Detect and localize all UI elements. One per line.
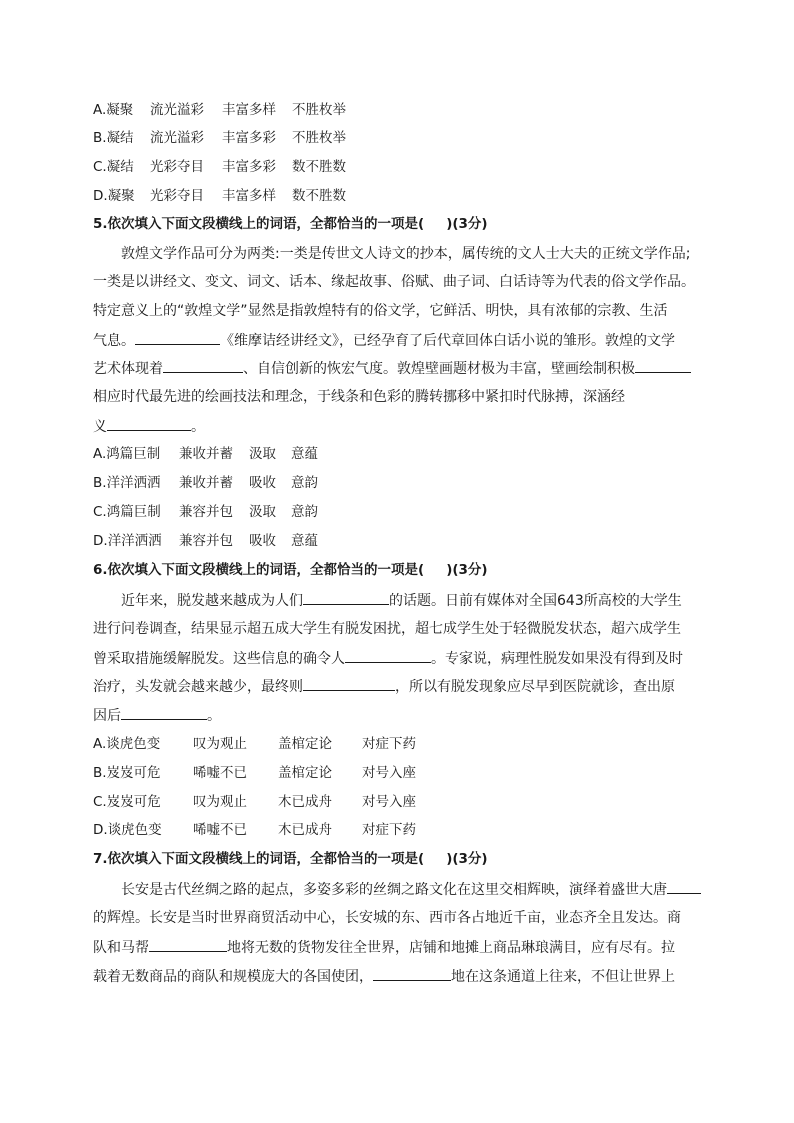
option-letter: C. — [93, 159, 107, 175]
option-word: 数不胜数 — [292, 159, 346, 175]
option-letter: A. — [93, 102, 107, 118]
option-letter-w1 — [93, 820, 193, 840]
option-word: 对号入座 — [362, 794, 416, 810]
question-score: )(3分) — [446, 851, 488, 867]
passage-text: 。 — [191, 419, 205, 435]
fill-blank[interactable] — [667, 879, 701, 894]
option-word: 丰富多样 — [222, 102, 276, 118]
passage-text: 《维摩诘经讲经文》，已经孕育了后代章回体白话小说的雏形。敦煌的文学 — [220, 333, 675, 349]
option-letter-w1 — [93, 473, 179, 493]
q4-option-c[interactable] — [93, 157, 346, 177]
passage-text: ，所以有脱发现象应尽早到医院就诊，查出原 — [395, 679, 675, 695]
passage-line — [93, 330, 675, 351]
q5-option-a[interactable] — [93, 444, 318, 464]
option-letter-w1 — [93, 792, 193, 812]
option-word: 盖棺定论 — [278, 765, 332, 781]
option-word: 流光溢彩 — [150, 102, 204, 118]
option-word: 数不胜数 — [292, 188, 346, 204]
option-word: 丰富多彩 — [222, 130, 276, 146]
option-word: 吸收 — [249, 475, 276, 491]
option-word: 吸收 — [249, 533, 276, 549]
fill-blank[interactable] — [107, 416, 191, 431]
fill-blank[interactable] — [135, 330, 220, 345]
q5-option-b[interactable] — [93, 473, 318, 493]
option-word: 唏嘘不已 — [193, 765, 247, 781]
option-word: 岌岌可危 — [106, 794, 161, 810]
question-6-stem — [93, 560, 488, 580]
passage-line — [93, 416, 205, 437]
option-word: 木已成舟 — [278, 822, 332, 838]
option-word: 丰富多彩 — [222, 159, 276, 175]
option-word: 凝结 — [106, 130, 134, 146]
q6-option-b[interactable] — [93, 763, 416, 783]
option-letter: A. — [93, 736, 107, 752]
option-word: 汲取 — [249, 504, 276, 520]
option-letter: B. — [93, 765, 107, 781]
option-word: 兼收并蓄 — [179, 446, 233, 462]
passage-text: 长安是古代丝绸之路的起点，多姿多彩的丝绸之路文化在这里交相辉映，演绎着盛世大唐 — [121, 882, 667, 898]
q5-option-d[interactable] — [93, 531, 318, 551]
option-letter: D. — [93, 822, 108, 838]
q4-option-a[interactable] — [93, 100, 346, 120]
option-word: 叹为观止 — [193, 736, 247, 752]
q6-option-a[interactable] — [93, 734, 416, 754]
option-letter: D. — [93, 533, 108, 549]
passage-line — [93, 648, 683, 669]
passage-text: 。专家说，病理性脱发如果没有得到及时 — [431, 651, 683, 667]
passage-line: 特定意义上的“敦煌文学”显然是指敦煌特有的俗文学，它鲜活、明快，具有浓郁的宗教、生活 — [93, 303, 668, 319]
option-letter-w1 — [93, 157, 150, 177]
fill-blank[interactable] — [121, 705, 207, 720]
option-word: 光彩夺目 — [150, 188, 204, 204]
passage-line — [93, 966, 675, 987]
passage-text: 队和马帮 — [93, 940, 149, 956]
passage-text: 的话题。日前有媒体对全国643所高校的大学生 — [389, 593, 682, 609]
q4-option-d[interactable] — [93, 186, 346, 206]
passage-text: 、自信创新的恢宏气度。敦煌壁画题材极为丰富，壁画绘制积极 — [243, 361, 635, 377]
passage-line — [93, 676, 675, 697]
q5-option-c[interactable] — [93, 502, 318, 522]
option-letter: B. — [93, 475, 107, 491]
passage-line — [121, 879, 701, 900]
option-word: 洋洋洒洒 — [107, 533, 162, 549]
option-word: 丰富多样 — [222, 188, 276, 204]
option-word: 谈虎色变 — [107, 822, 162, 838]
option-word: 唏嘘不已 — [193, 822, 247, 838]
fill-blank[interactable] — [303, 676, 395, 691]
passage-line: 进行问卷调查，结果显示超五成大学生有脱发困扰，超七成学生处于轻微脱发状态，超六成学生 — [93, 621, 681, 637]
option-word: 凝聚 — [106, 102, 134, 118]
option-word: 对症下药 — [362, 736, 416, 752]
passage-line — [93, 705, 221, 726]
question-number: 6. — [93, 562, 108, 578]
option-word: 对症下药 — [362, 822, 416, 838]
passage-text: 曾采取措施缓解脱发。这些信息的确令人 — [93, 651, 345, 667]
fill-blank[interactable] — [635, 358, 691, 373]
passage-line: 一类是以讲经文、变文、词文、话本、缘起故事、俗赋、曲子词、白话诗等为代表的俗文学作品。 — [93, 274, 695, 290]
passage-text: 治疗，头发就会越来越少，最终则 — [93, 679, 303, 695]
passage-text: 气息。 — [93, 333, 135, 349]
passage-text: 地将无数的货物发往全世界，店铺和地摊上商品琳琅满目，应有尽有。拉 — [227, 940, 675, 956]
passage-line — [121, 590, 682, 611]
option-word: 木已成舟 — [278, 794, 332, 810]
passage-text: 因后 — [93, 708, 121, 724]
option-word: 盖棺定论 — [278, 736, 332, 752]
option-word: 叹为观止 — [193, 794, 247, 810]
option-word: 意蕴 — [291, 533, 318, 549]
option-word: 汲取 — [249, 446, 276, 462]
option-letter-w1 — [93, 186, 150, 206]
option-word: 凝聚 — [107, 188, 135, 204]
passage-text: 近年来，脱发越来越成为人们 — [121, 593, 303, 609]
option-word: 谈虎色变 — [106, 736, 161, 752]
passage-line — [93, 937, 675, 958]
option-word: 光彩夺目 — [150, 159, 204, 175]
question-text: 依次填入下面文段横线上的词语，全都恰当的一项是( — [107, 851, 425, 867]
option-word: 凝结 — [106, 159, 134, 175]
question-text: 依次填入下面文段横线上的词语，全都恰当的一项是( — [107, 216, 425, 232]
fill-blank[interactable] — [345, 648, 431, 663]
option-letter-w1 — [93, 100, 150, 120]
fill-blank[interactable] — [163, 358, 243, 373]
question-score: )(3分) — [446, 216, 488, 232]
option-letter-w1 — [93, 531, 179, 551]
passage-line: 的辉煌。长安是当时世界商贸活动中心，长安城的东、西市各占地近千亩，业态齐全且发达。商 — [93, 910, 681, 926]
option-word: 意韵 — [291, 475, 318, 491]
fill-blank[interactable] — [303, 590, 389, 605]
passage-text: 载着无数商品的商队和规模庞大的各国使团， — [93, 969, 373, 985]
passage-text: 。 — [207, 708, 221, 724]
option-letter: D. — [93, 188, 108, 204]
option-letter: B. — [93, 130, 107, 146]
option-word: 流光溢彩 — [150, 130, 204, 146]
option-word: 岌岌可危 — [106, 765, 161, 781]
question-number: 7. — [93, 851, 108, 867]
passage-text: 地在这条通道上往来，不但让世界上 — [451, 969, 675, 985]
option-letter-w1 — [93, 444, 179, 464]
option-word: 鸿篇巨制 — [106, 446, 161, 462]
question-score: )(3分) — [446, 562, 488, 578]
option-letter: A. — [93, 446, 107, 462]
option-word: 意韵 — [291, 504, 318, 520]
question-number: 5. — [93, 216, 108, 232]
option-word: 不胜枚举 — [292, 102, 346, 118]
option-word: 洋洋洒洒 — [106, 475, 161, 491]
question-text: 依次填入下面文段横线上的词语，全都恰当的一项是( — [107, 562, 425, 578]
passage-line: 敦煌文学作品可分为两类:一类是传世文人诗文的抄本，属传统的文人士大夫的正统文学作品; — [121, 246, 691, 262]
fill-blank[interactable] — [373, 966, 451, 981]
passage-text: 艺术体现着 — [93, 361, 163, 377]
option-word: 鸿篇巨制 — [106, 504, 161, 520]
passage-line: 相应时代最先进的绘画技法和理念，于线条和色彩的腾转挪移中紧扣时代脉搏，深涵经 — [93, 389, 625, 405]
q6-option-d[interactable] — [93, 820, 416, 840]
option-letter: C. — [93, 794, 107, 810]
q6-option-c[interactable] — [93, 792, 416, 812]
question-5-stem — [93, 214, 488, 234]
option-letter-w1 — [93, 128, 150, 148]
option-letter-w1 — [93, 734, 193, 754]
option-word: 兼收并蓄 — [179, 475, 233, 491]
option-word: 意蕴 — [291, 446, 318, 462]
option-word: 兼容并包 — [179, 533, 233, 549]
q4-option-b[interactable] — [93, 128, 346, 148]
option-letter-w1 — [93, 502, 179, 522]
option-letter: C. — [93, 504, 107, 520]
option-word: 对号入座 — [362, 765, 416, 781]
fill-blank[interactable] — [149, 937, 227, 952]
passage-text: 义 — [93, 419, 107, 435]
option-word: 兼容并包 — [179, 504, 233, 520]
question-7-stem — [93, 849, 488, 869]
option-word: 不胜枚举 — [292, 130, 346, 146]
option-letter-w1 — [93, 763, 193, 783]
passage-line — [93, 358, 691, 379]
